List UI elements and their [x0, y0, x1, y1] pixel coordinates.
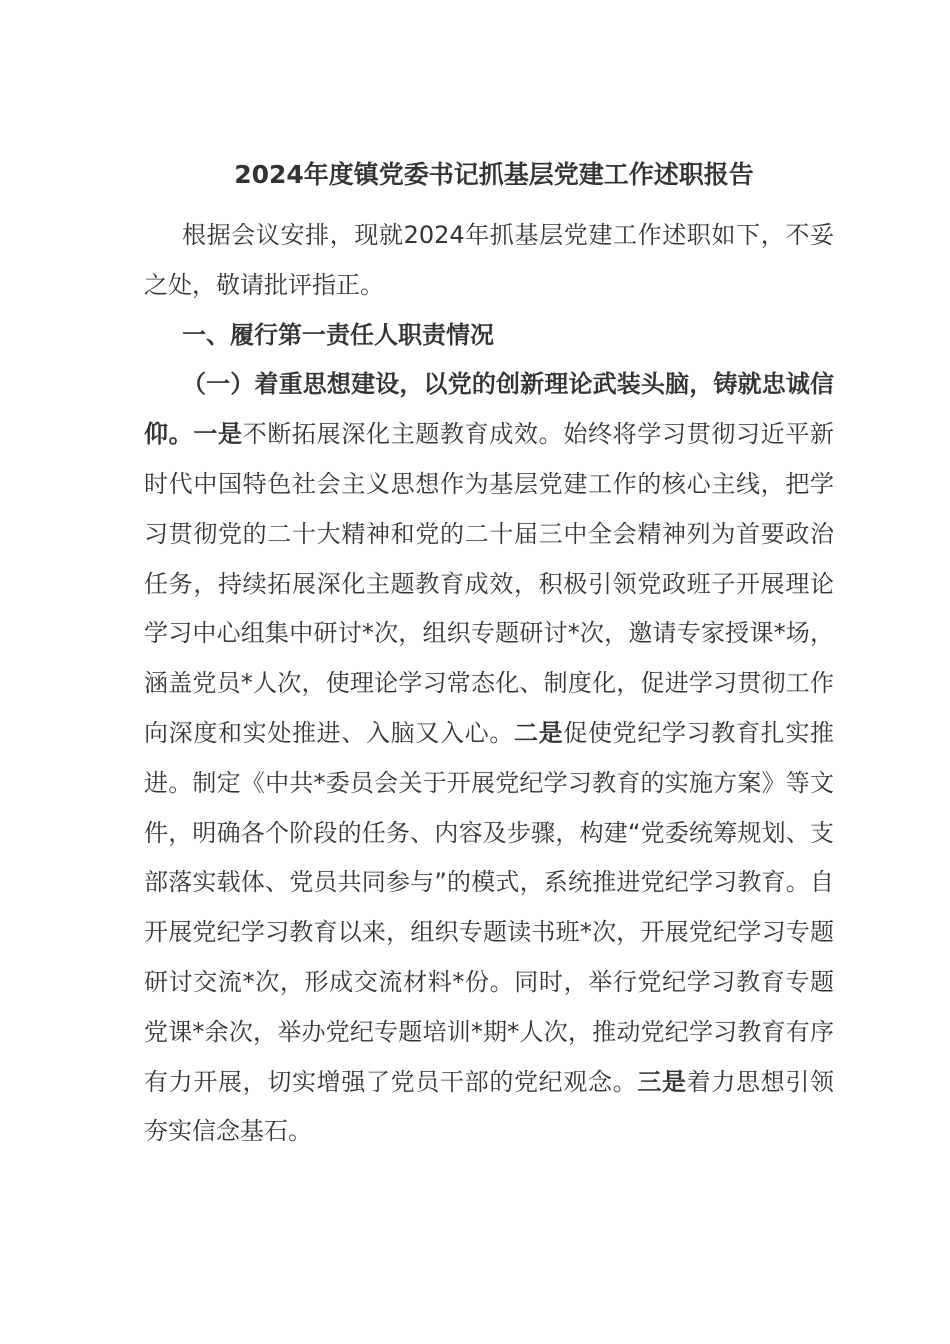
point-text: 着力思想引领夯实信念基石。	[144, 1067, 835, 1146]
point-text: 促使党纪学习教育扎实推进。制定《中共*委员会关于开展党纪学习教育的实施方案》等文件，明确各个阶段的任务、内容及步骤，构建“党委统筹规划、支部落实载体、党员共同参与”的模式，系统推进党纪学习教育。自开展党纪学习教育以来，组织专题读书班*次，开展党纪学习专题研讨交流*次，形成交流材料*份。同时，举行党纪学习教育专题党课*余次，举办党纪专题培训*期*人次，推动党纪学习教育有序有力开展，切实增强了党员干部的党纪观念。	[144, 718, 835, 1096]
point-label: 三是	[637, 1067, 687, 1096]
document-page	[144, 150, 834, 1157]
point-label: 一是	[193, 420, 243, 449]
subsection-paragraph	[144, 360, 834, 1157]
intro-paragraph: 根据会议安排，现就2024年抓基层党建工作述职如下，不妥之处，敬请批评指正。	[144, 221, 834, 299]
point-label: 二是	[514, 718, 564, 747]
section-heading: 一、履行第一责任人职责情况	[182, 320, 494, 349]
document-title: 2024年度镇党委书记抓基层党建工作述职报告	[234, 160, 754, 189]
subsection-heading: （一）着重思想建设，以党的创新理论武装头脑，铸就忠诚信仰。	[144, 370, 834, 449]
point-text: 不断拓展深化主题教育成效。始终将学习贯彻习近平新时代中国特色社会主义思想作为基层党建工作的核心主线，把学习贯彻党的二十大精神和党的二十届三中全会精神列为首要政治任务，持续拓展深化主题教育成效，积极引领党政班子开展理论学习中心组集中研讨*次，组织专题研讨*次，邀请专家授课*场，涵盖党员*人次，使理论学习常态化、制度化，促进学习贯彻工作向深度和实处推进、入脑又入心。	[144, 420, 835, 747]
